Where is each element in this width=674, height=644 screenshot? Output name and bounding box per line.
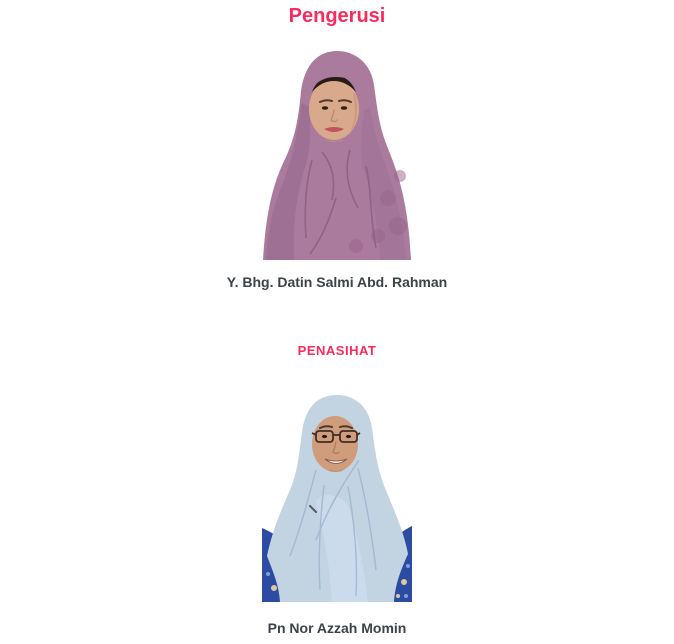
penasihat-name: Pn Nor Azzah Momin <box>267 620 407 636</box>
penasihat-figure <box>0 390 674 636</box>
pengerusi-name: Y. Bhg. Datin Salmi Abd. Rahman <box>226 274 448 290</box>
pengerusi-heading: Pengerusi <box>288 5 386 27</box>
pengerusi-figure <box>0 48 674 290</box>
portrait-woman-blue-hijab-glasses <box>260 390 414 602</box>
portrait-woman-mauve-hijab <box>260 48 414 260</box>
penasihat-heading: PENASIHAT <box>297 343 377 358</box>
